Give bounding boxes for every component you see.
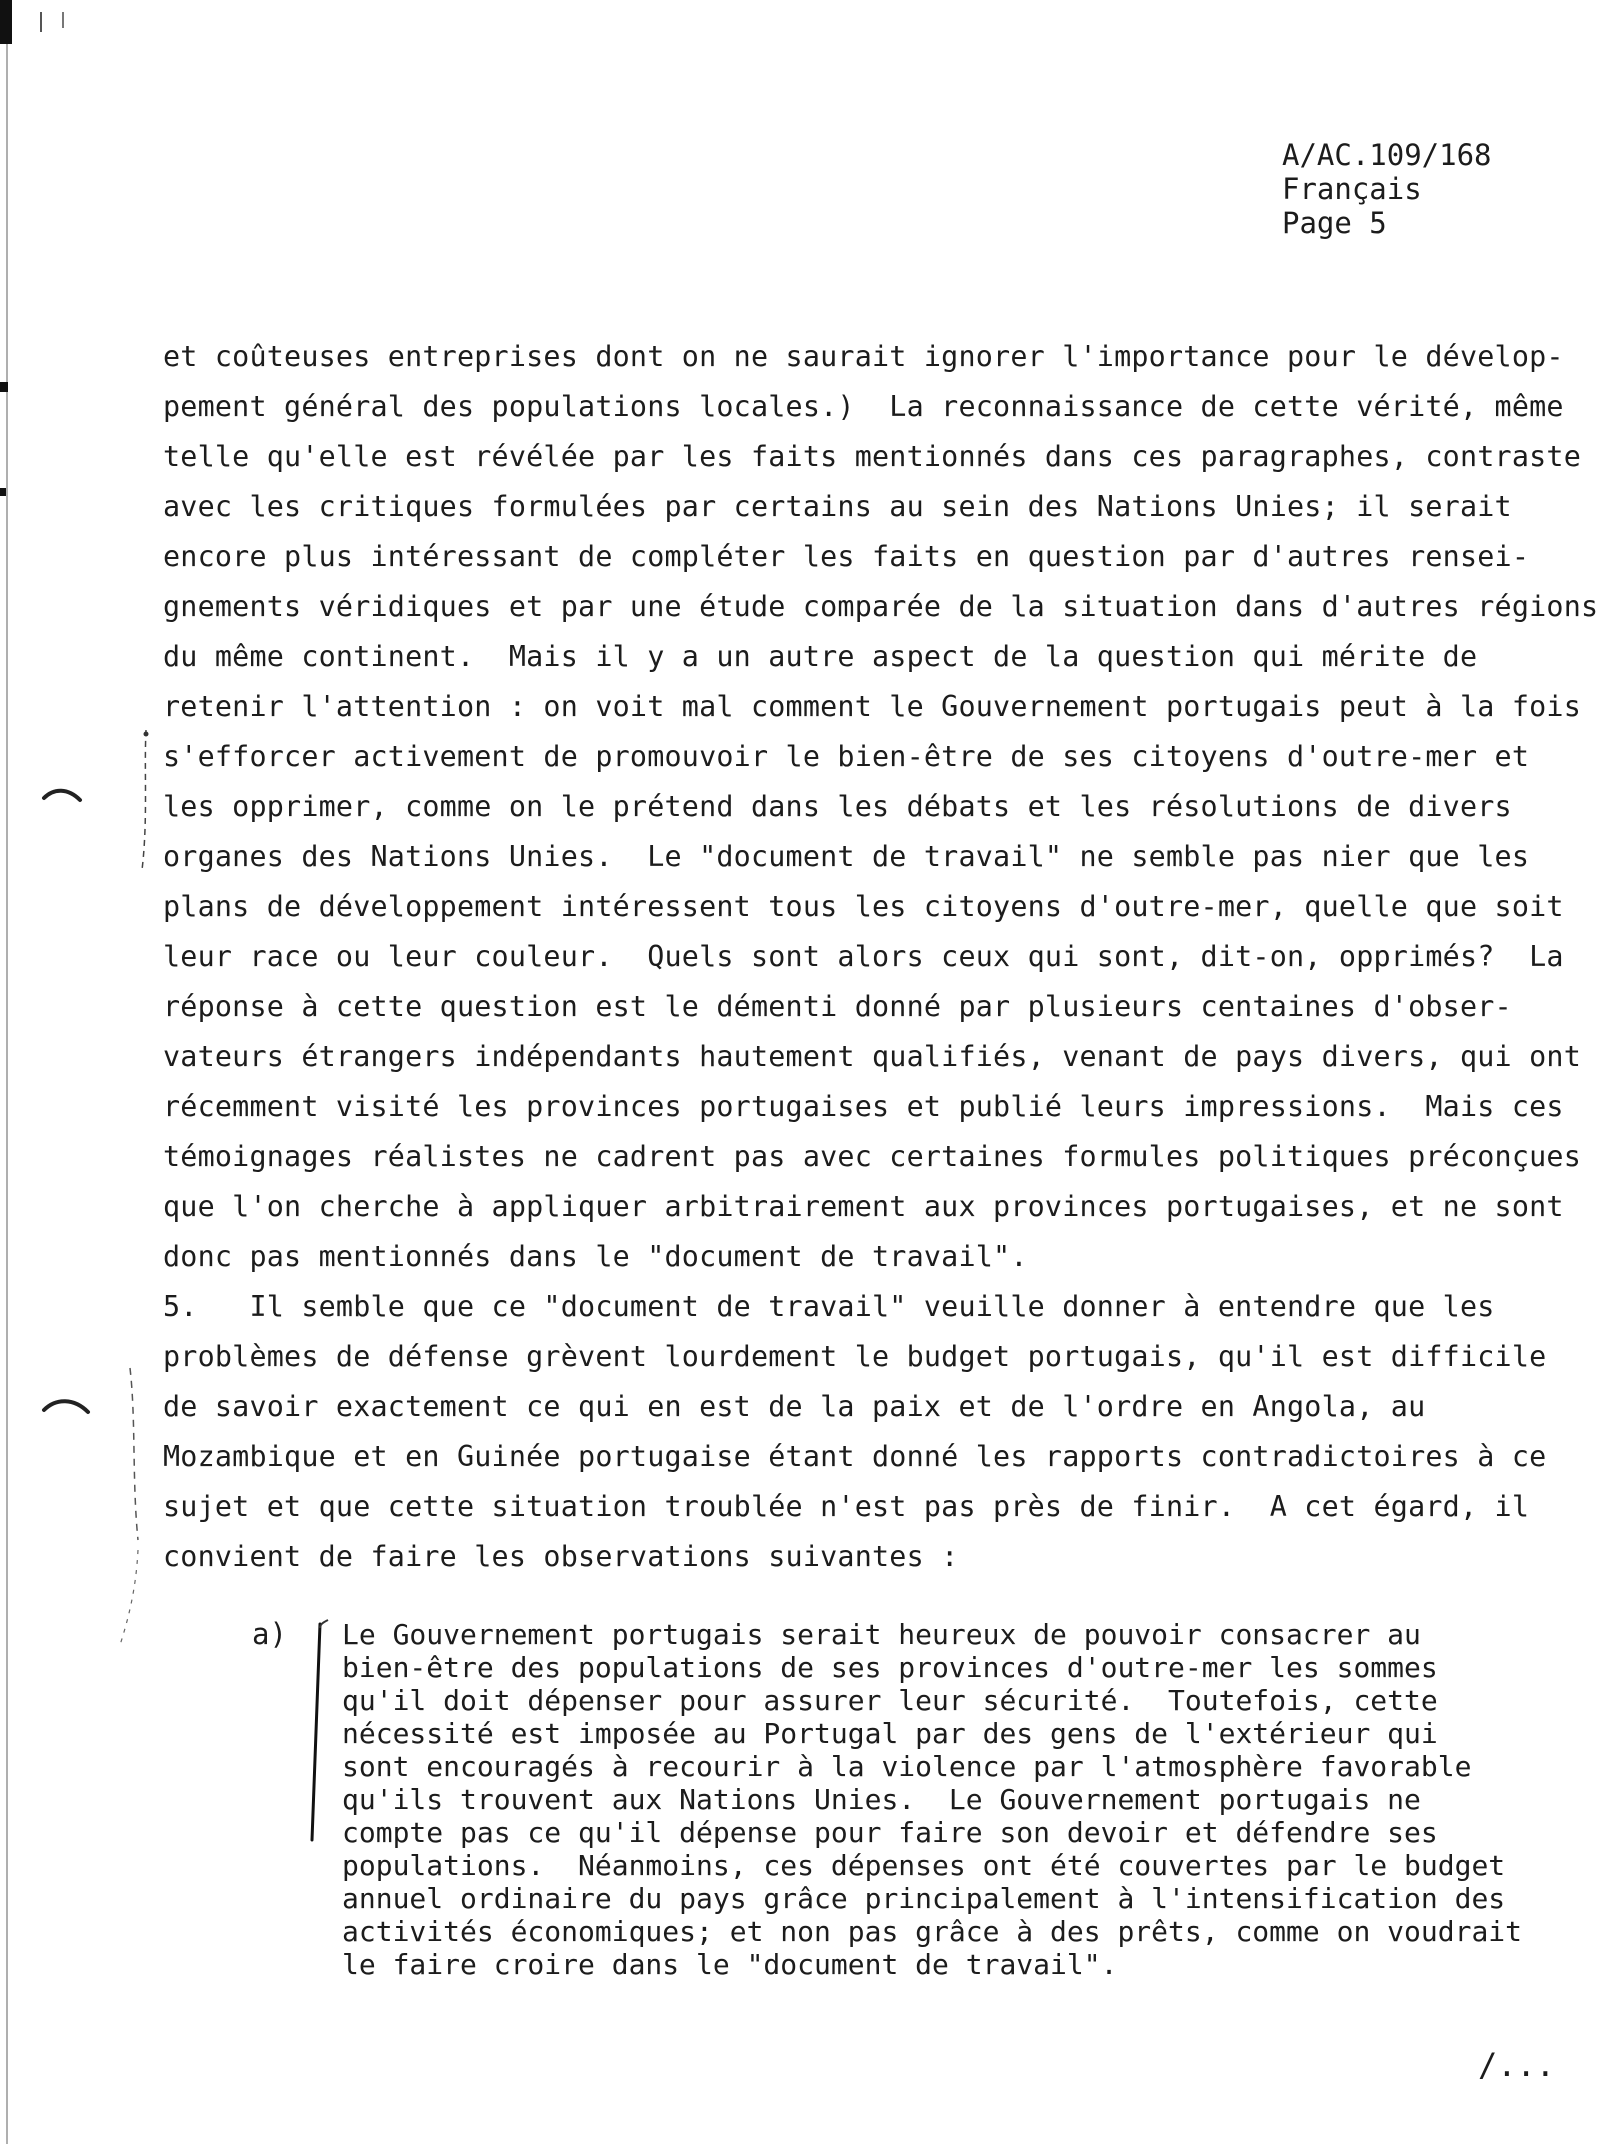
body-line: organes des Nations Unies. Le "document de travail" ne semble pas nier que les: [163, 840, 1530, 873]
document-language: Français: [1282, 172, 1422, 206]
edge-blot-top: [0, 0, 12, 44]
subparagraph-line: Le Gouvernement portugais serait heureux de pouvoir consacrer au: [342, 1618, 1421, 1651]
body-line: problèmes de défense grèvent lourdement le budget portugais, qu'il est difficile: [163, 1340, 1547, 1373]
body-line: plans de développement intéressent tous les citoyens d'outre-mer, quelle que soit: [163, 890, 1564, 923]
body-line: pement général des populations locales.) La reconnaissance de cette vérité, même: [163, 390, 1564, 423]
body-line: du même continent. Mais il y a un autre aspect de la question qui mérite de: [163, 640, 1478, 673]
body-line: vateurs étrangers indépendants hautement qualifiés, venant de pays divers, qui ont: [163, 1040, 1581, 1073]
body-line: réponse à cette question est le démenti donné par plusieurs centaines d'obser-: [163, 990, 1512, 1023]
subparagraph-line: compte pas ce qu'il dépense pour faire son devoir et défendre ses: [342, 1816, 1438, 1849]
body-line: convient de faire les observations suivantes :: [163, 1540, 959, 1573]
body-line: leur race ou leur couleur. Quels sont alors ceux qui sont, dit-on, opprimés? La: [163, 940, 1564, 973]
edge-tick-1: [40, 12, 42, 32]
subparagraph-line: qu'il doit dépenser pour assurer leur sécurité. Toutefois, cette: [342, 1684, 1438, 1717]
body-line: telle qu'elle est révélée par les faits mentionnés dans ces paragraphes, contraste: [163, 440, 1581, 473]
subparagraph-line: qu'ils trouvent aux Nations Unies. Le Gouvernement portugais ne: [342, 1783, 1421, 1816]
scan-left-edge: [0, 0, 30, 2144]
continuation-marker: /...: [1478, 2046, 1556, 2084]
body-line: Mozambique et en Guinée portugaise étant donné les rapports contradictoires à ce: [163, 1440, 1547, 1473]
subparagraph-line: le faire croire dans le "document de travail".: [342, 1948, 1118, 1981]
subparagraph-line: nécessité est imposée au Portugal par des gens de l'extérieur qui: [342, 1717, 1438, 1750]
edge-line: [6, 0, 8, 2144]
body-line: sujet et que cette situation troublée n'est pas près de finir. A cet égard, il: [163, 1490, 1530, 1523]
body-line: et coûteuses entreprises dont on ne saurait ignorer l'importance pour le dévelop-: [163, 340, 1564, 373]
paragraph-5-line: 5. Il semble que ce "document de travail" veuille donner à entendre que les: [163, 1290, 1495, 1323]
body-line: retenir l'attention : on voit mal comment le Gouvernement portugais peut à la fois: [163, 690, 1581, 723]
subparagraph-line: activités économiques; et non pas grâce à des prêts, comme on voudrait: [342, 1915, 1523, 1948]
subparagraph-line: bien-être des populations de ses provinces d'outre-mer les sommes: [342, 1651, 1438, 1684]
body-line: avec les critiques formulées par certains au sein des Nations Unies; il serait: [163, 490, 1512, 523]
page-number: Page 5: [1282, 206, 1387, 240]
edge-tick-2: [62, 12, 64, 28]
body-line: récemment visité les provinces portugaises et publié leurs impressions. Mais ces: [163, 1090, 1564, 1123]
subparagraph-label: a): [252, 1617, 287, 1651]
subparagraph-line: annuel ordinaire du pays grâce principalement à l'intensification des: [342, 1882, 1506, 1915]
body-line: que l'on cherche à appliquer arbitrairement aux provinces portugaises, et ne sont: [163, 1190, 1564, 1223]
edge-blot-mark-2: [0, 488, 6, 496]
subparagraph-line: populations. Néanmoins, ces dépenses ont été couvertes par le budget: [342, 1849, 1506, 1882]
body-line: donc pas mentionnés dans le "document de travail".: [163, 1240, 1028, 1273]
subparagraph-margin-line: [306, 1618, 336, 1848]
margin-bracket-1: [30, 720, 170, 880]
document-symbol: A/AC.109/168: [1282, 138, 1492, 172]
margin-bracket-2: [40, 1360, 170, 1650]
body-line: témoignages réalistes ne cadrent pas avec certaines formules politiques préconçues: [163, 1140, 1581, 1173]
body-line: gnements véridiques et par une étude comparée de la situation dans d'autres régions: [163, 590, 1599, 623]
edge-blot-mark-1: [0, 382, 8, 392]
document-header: [1282, 138, 1492, 240]
body-line: les opprimer, comme on le prétend dans les débats et les résolutions de divers: [163, 790, 1512, 823]
body-line: de savoir exactement ce qui en est de la paix et de l'ordre en Angola, au: [163, 1390, 1426, 1423]
subparagraph-line: sont encouragés à recourir à la violence par l'atmosphère favorable: [342, 1750, 1472, 1783]
body-line: encore plus intéressant de compléter les faits en question par d'autres rensei-: [163, 540, 1530, 573]
body-line: s'efforcer activement de promouvoir le bien-être de ses citoyens d'outre-mer et: [163, 740, 1530, 773]
